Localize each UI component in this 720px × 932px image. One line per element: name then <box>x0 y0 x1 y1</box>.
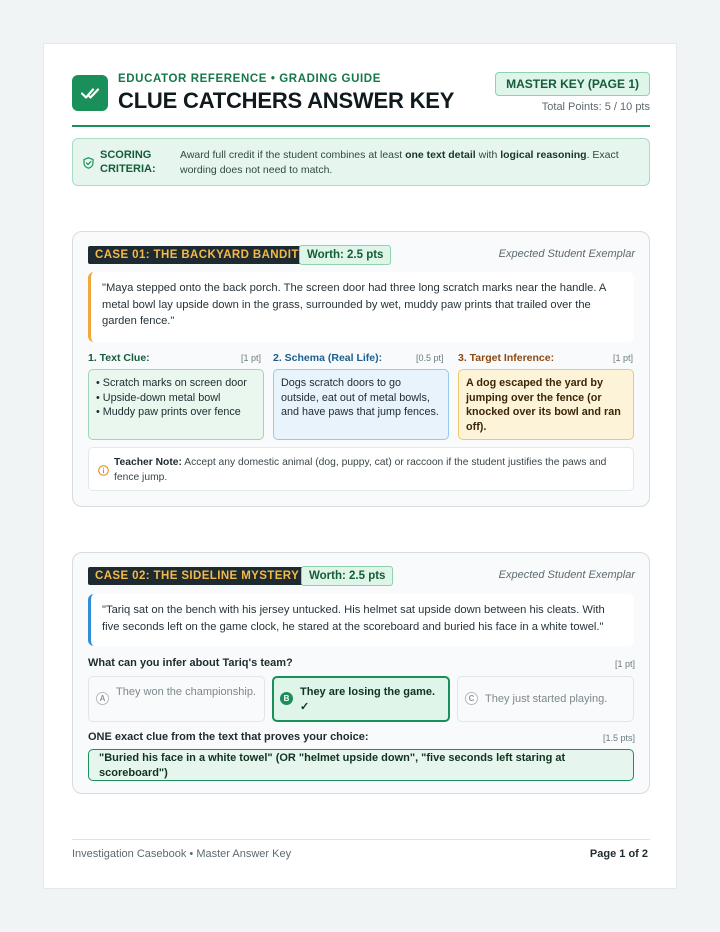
choice-b-correct[interactable] <box>272 676 450 722</box>
choice-text: They won the championship. <box>116 686 257 698</box>
choice-a[interactable] <box>88 676 265 722</box>
case-worth-badge: Worth: 2.5 pts <box>301 566 393 586</box>
clue-question: ONE exact clue from the text that proves your choice: <box>88 731 369 743</box>
inference-question: What can you infer about Tariq's team? <box>88 657 293 669</box>
schema-box: Dogs scratch doors to go outside, eat out of metal bowls, and have paws that jump fences. <box>273 369 449 440</box>
case-title-tag: CASE 01: THE BACKYARD BANDIT <box>88 246 306 264</box>
exemplar-label: Expected Student Exemplar <box>498 569 635 581</box>
case-title-tag: CASE 02: THE SIDELINE MYSTERY <box>88 567 306 585</box>
clue-answer-box: "Buried his face in a white towel" (OR "helmet upside down", "five seconds left staring at scoreboard") <box>88 749 634 781</box>
case-card-1 <box>72 231 650 507</box>
double-check-icon <box>72 75 108 111</box>
case-passage: "Tariq sat on the bench with his jersey untucked. His helmet sat upside down between his cleats. With five seconds left on the game clock, he stared at the scoreboard and buried his face in a white towel." <box>88 594 634 646</box>
total-points: Total Points: 5 / 10 pts <box>541 101 650 113</box>
page-header <box>72 72 650 126</box>
footer-divider <box>72 839 650 840</box>
header-kicker: EDUCATOR REFERENCE • GRADING GUIDE <box>118 73 381 85</box>
question-points: [1 pt] <box>614 659 635 669</box>
choice-letter: A <box>96 692 109 705</box>
criteria-text: Award full credit if the student combines at least one text detail with logical reasoning. Exact wording does not need to match. <box>180 149 619 176</box>
schema-points: [0.5 pt] <box>416 353 444 363</box>
case-worth-badge: Worth: 2.5 pts <box>299 245 391 265</box>
choice-letter: B <box>280 692 293 705</box>
answer-key-page <box>43 43 677 889</box>
clue-points: [1.5 pts] <box>602 733 635 743</box>
teacher-note-text: Teacher Note: Accept any domestic animal (dog, puppy, cat) or raccoon if the student justifies the paws and fence jump. <box>114 457 607 483</box>
teacher-note <box>88 447 634 491</box>
scoring-criteria-box <box>72 138 650 186</box>
text-clue-heading: 1. Text Clue: <box>88 352 150 364</box>
master-key-badge: MASTER KEY (PAGE 1) <box>495 72 650 96</box>
case-passage: "Maya stepped onto the back porch. The screen door had three long scratch marks near the handle. A metal bowl lay upside down in the grass, surrounded by wet, muddy paw prints that trailed over the garden fence." <box>88 272 634 342</box>
info-icon <box>98 463 109 481</box>
footer-title: Investigation Casebook • Master Answer Key <box>72 848 292 860</box>
header-divider <box>72 125 650 127</box>
criteria-label: SCORING CRITERIA: <box>100 149 156 175</box>
page-number: Page 1 of 2 <box>589 848 648 860</box>
target-inference-box: A dog escaped the yard by jumping over the fence (or knocked over its bowl and ran off). <box>458 369 634 440</box>
page-title: CLUE CATCHERS ANSWER KEY <box>118 88 455 113</box>
choice-text: They are losing the game. ✓ <box>300 686 436 713</box>
inference-heading: 3. Target Inference: <box>458 352 555 364</box>
exemplar-label: Expected Student Exemplar <box>498 248 635 260</box>
list-item: • Upside-down metal bowl <box>96 391 221 404</box>
text-clue-points: [1 pt] <box>241 353 262 363</box>
choice-letter: C <box>465 692 478 705</box>
text-clue-box <box>88 369 264 440</box>
list-item: • Muddy paw prints over fence <box>96 406 241 418</box>
choice-text: They just started playing. <box>485 693 608 705</box>
schema-heading: 2. Schema (Real Life): <box>273 352 383 364</box>
shield-check-icon <box>83 156 94 174</box>
list-item: • Scratch marks on screen door <box>96 377 247 389</box>
inference-points: [1 pt] <box>613 353 634 363</box>
case-card-2 <box>72 552 650 794</box>
choice-c[interactable] <box>457 676 634 722</box>
